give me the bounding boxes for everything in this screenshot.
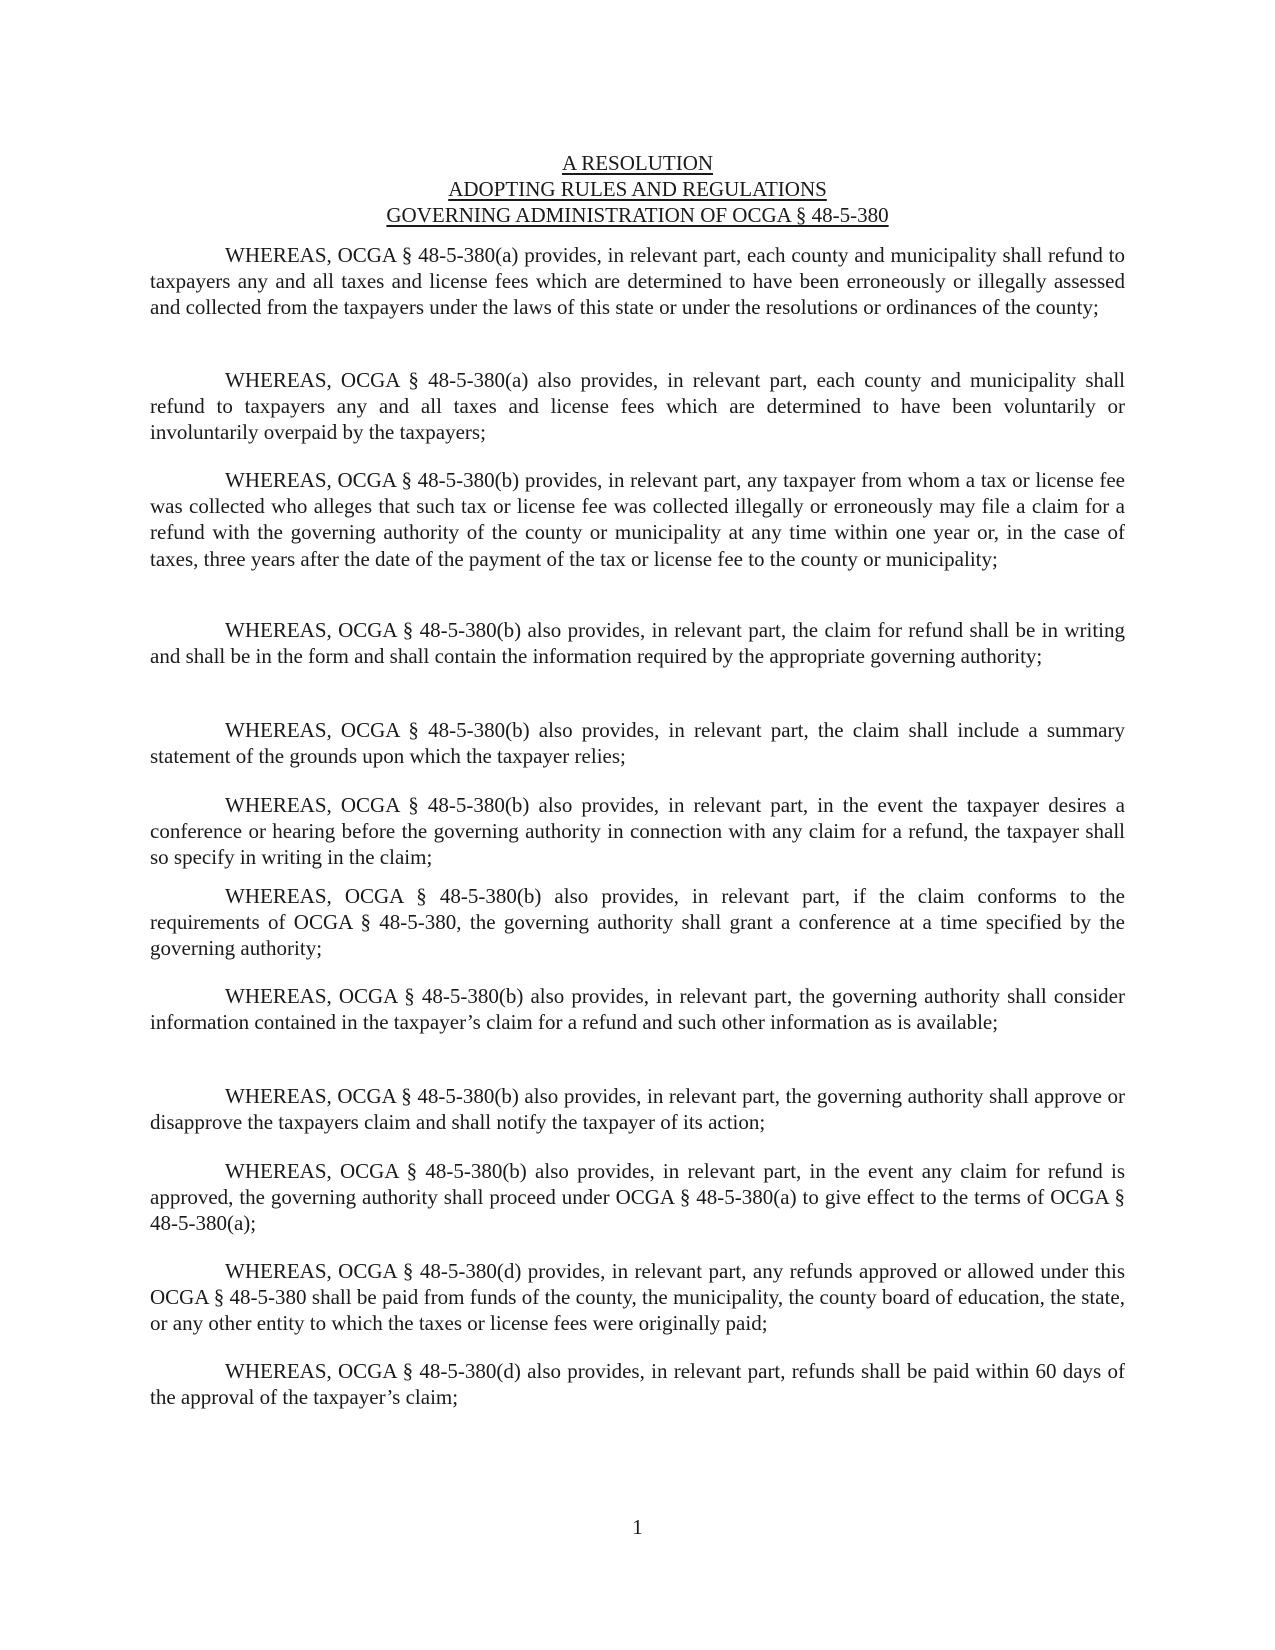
whereas-paragraph-4: WHEREAS, OCGA § 48-5-380(b) also provides, in relevant part, the claim for refund shall be in writing and shall be in the form and shall contain the information required by the appropriate governing authority; <box>150 618 1125 669</box>
whereas-paragraph-2: WHEREAS, OCGA § 48-5-380(a) also provides, in relevant part, each county and municipality shall refund to taxpayers any and all taxes and license fees which are determined to have been voluntarily or involuntarily overpaid by the taxpayers; <box>150 368 1125 445</box>
whereas-paragraph-7: WHEREAS, OCGA § 48-5-380(b) also provides, in relevant part, if the claim conforms to the requirements of OCGA § 48-5-380, the governing authority shall grant a conference at a time specified by the governing authority; <box>150 884 1125 961</box>
whereas-paragraph-5: WHEREAS, OCGA § 48-5-380(b) also provides, in relevant part, the claim shall include a summary statement of the grounds upon which the taxpayer relies; <box>150 718 1125 769</box>
whereas-paragraph-1: WHEREAS, OCGA § 48-5-380(a) provides, in relevant part, each county and municipality shall refund to taxpayers any and all taxes and license fees which are determined to have been erroneously or illegally assessed and collected from the taxpayers under the laws of this state or under the resolutions or ordinances of the county; <box>150 243 1125 320</box>
page-number: 1 <box>632 1515 643 1539</box>
title-line-3: GOVERNING ADMINISTRATION OF OCGA § 48-5-380 <box>386 203 889 227</box>
title-line-1: A RESOLUTION <box>561 151 714 175</box>
whereas-paragraph-6: WHEREAS, OCGA § 48-5-380(b) also provides, in relevant part, in the event the taxpayer desires a conference or hearing before the governing authority in connection with any claim for a refund, the taxpayer shall so specify in writing in the claim; <box>150 793 1125 870</box>
whereas-paragraph-8: WHEREAS, OCGA § 48-5-380(b) also provides, in relevant part, the governing authority shall consider information contained in the taxpayer’s claim for a refund and such other information as is available; <box>150 984 1125 1035</box>
resolution-title <box>150 150 1125 228</box>
whereas-paragraph-3: WHEREAS, OCGA § 48-5-380(b) provides, in relevant part, any taxpayer from whom a tax or license fee was collected who alleges that such tax or license fee was collected illegally or erroneously may file a claim for a refund with the governing authority of the county or municipality at any time within one year or, in the case of taxes, three years after the date of the payment of the tax or license fee to the county or municipality; <box>150 468 1125 571</box>
title-line-2: ADOPTING RULES AND REGULATIONS <box>448 177 827 201</box>
whereas-paragraph-11: WHEREAS, OCGA § 48-5-380(d) provides, in relevant part, any refunds approved or allowed under this OCGA § 48-5-380 shall be paid from funds of the county, the municipality, the county board of education, the state, or any other entity to which the taxes or license fees were originally paid; <box>150 1259 1125 1336</box>
whereas-paragraph-12: WHEREAS, OCGA § 48-5-380(d) also provides, in relevant part, refunds shall be paid within 60 days of the approval of the taxpayer’s claim; <box>150 1359 1125 1410</box>
whereas-paragraph-10: WHEREAS, OCGA § 48-5-380(b) also provides, in relevant part, in the event any claim for refund is approved, the governing authority shall proceed under OCGA § 48-5-380(a) to give effect to the terms of OCGA § 48-5-380(a); <box>150 1159 1125 1236</box>
whereas-paragraph-9: WHEREAS, OCGA § 48-5-380(b) also provides, in relevant part, the governing authority shall approve or disapprove the taxpayers claim and shall notify the taxpayer of its action; <box>150 1084 1125 1135</box>
